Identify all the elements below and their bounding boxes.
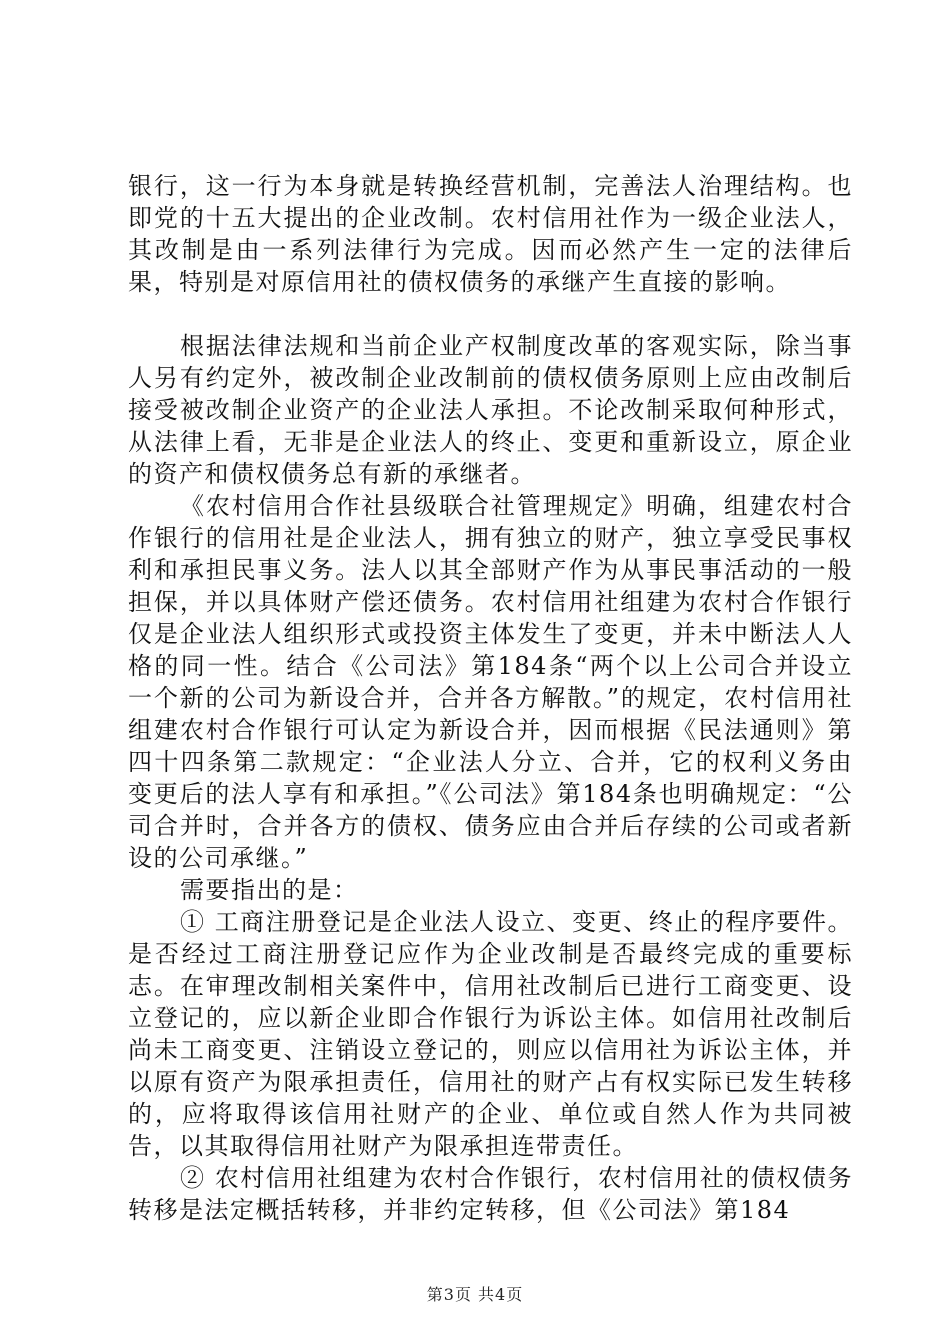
paragraph-continuation: 银行，这一行为本身就是转换经营机制，完善法人治理结构。也即党的十五大提出的企业改制。农村信用社作为一级企业法人，其改制是由一系列法律行为完成。因而必然产生一定的法律后果，特别是对原信用社的债权债务的承继产生直接的影响。	[128, 172, 853, 296]
paragraph-regulation: 《农村信用合作社县级联合社管理规定》明确，组建农村合作银行的信用社是企业法人，拥有独立的财产，独立享受民事权利和承担民事义务。法人以其全部财产作为从事民事活动的一般担保，并以具体财产偿还债务。农村信用社组建为农村合作银行仅是企业法人组织形式或投资主体发生了变更，并未中断法人人格的同一性。结合《公司法》第184条“两个以上公司合并设立一个新的公司为新设合并，合并各方解散。”的规定，农村信用社组建农村合作银行可认定为新设合并，因而根据《民法通则》第四十四条第二款规定：“企业法人分立、合并，它的权利义务由变更后的法人享有和承担。”《公司法》第184条也明确规定：“公司合并时，合并各方的债权、债务应由合并后存续的公司或者新设的公司承继。”	[128, 492, 853, 872]
page-footer: 第3页 共4页	[426, 1285, 524, 1304]
document-body	[128, 170, 853, 1226]
paragraph-legal-basis: 根据法律法规和当前企业产权制度改革的客观实际，除当事人另有约定外，被改制企业改制前的债权债务原则上应由改制后接受被改制企业资产的企业法人承担。不论改制采取何种形式，从法律上看，无非是企业法人的终止、变更和重新设立，原企业的资产和债权债务总有新的承继者。	[128, 332, 853, 488]
paragraph-note-heading: 需要指出的是：	[180, 876, 359, 904]
paragraph-point-2: ② 农村信用社组建为农村合作银行，农村信用社的债权债务转移是法定概括转移，并非约定转移，但《公司法》第184	[128, 1164, 853, 1224]
paragraph-point-1: ① 工商注册登记是企业法人设立、变更、终止的程序要件。是否经过工商注册登记应作为企业改制是否最终完成的重要标志。在审理改制相关案件中，信用社改制后已进行工商变更、设立登记的，应以新企业即合作银行为诉讼主体。如信用社改制后尚未工商变更、注销设立登记的，则应以信用社为诉讼主体，并以原有资产为限承担责任，信用社的财产占有权实际已发生转移的，应将取得该信用社财产的企业、单位或自然人作为共同被告，以其取得信用社财产为限承担连带责任。	[128, 908, 853, 1160]
